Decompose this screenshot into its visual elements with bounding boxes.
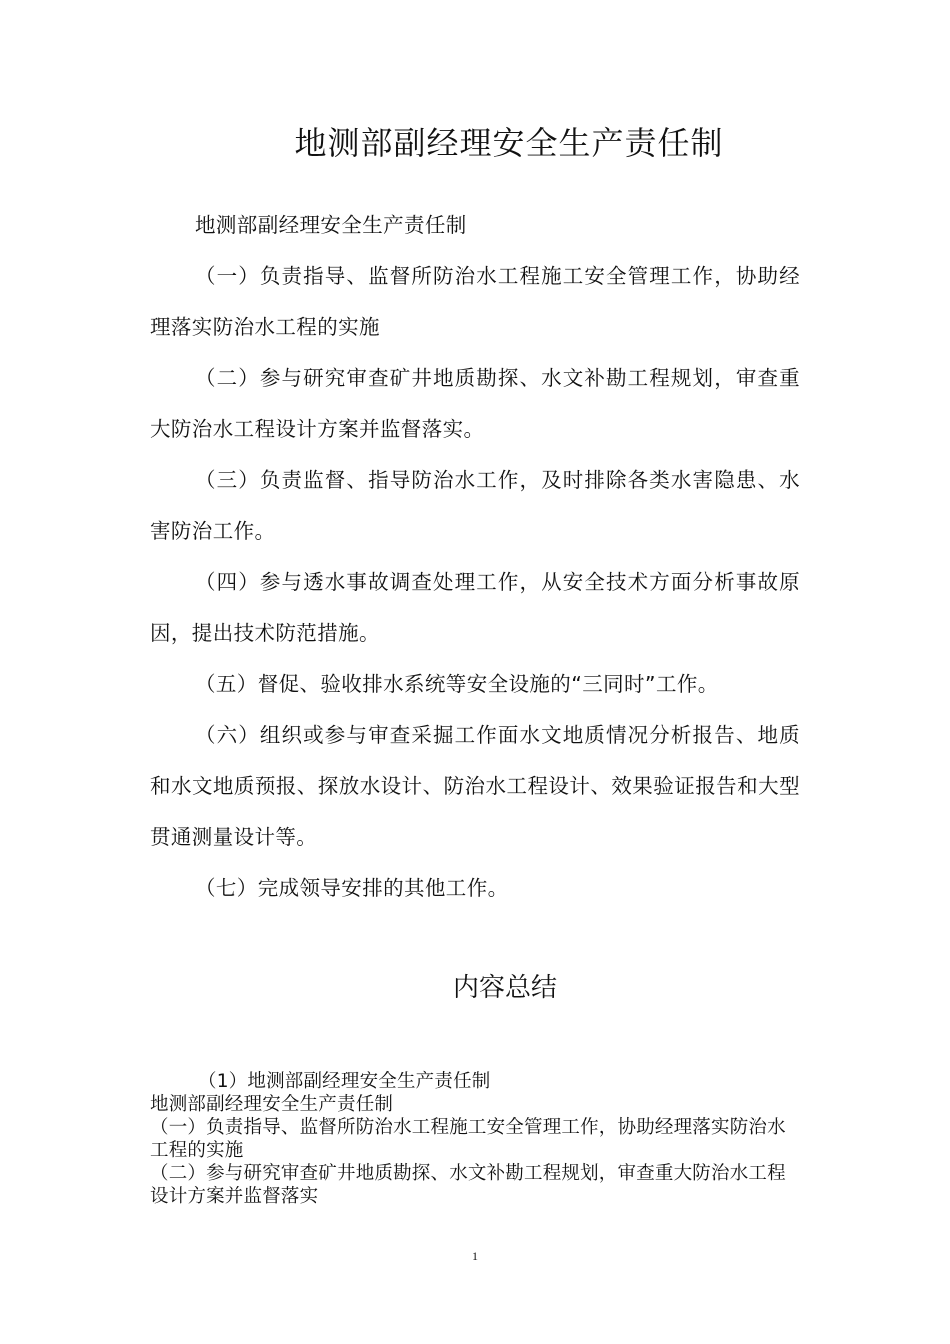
document-body [150,200,800,914]
paragraph: （五）督促、验收排水系统等安全设施的“三同时”工作。 [195,672,719,696]
paragraph: （六）组织或参与审查采掘工作面水文地质情况分析报告、地质和水文地质预报、探放水设计、防治水工程设计、效果验证报告和大型贯通测量设计等。 [150,723,800,849]
document-title: 地测部副经理安全生产责任制 [294,124,724,162]
summary-line: （1）地测部副经理安全生产责任制 [198,1071,491,1092]
summary-section [150,1070,800,1208]
summary-line: （二）参与研究审查矿井地质勘探、水文补勘工程规划，审查重大防治水工程设计方案并监督落实 [150,1163,786,1207]
paragraph: （四）参与透水事故调查处理工作，从安全技术方面分析事故原因，提出技术防范措施。 [150,570,800,645]
paragraph: （七）完成领导安排的其他工作。 [195,876,509,900]
paragraph: （二）参与研究审查矿井地质勘探、水文补勘工程规划，审查重大防治水工程设计方案并监督落实。 [150,366,800,441]
paragraph: （一）负责指导、监督所防治水工程施工安全管理工作，协助经理落实防治水工程的实施 [150,264,800,339]
summary-line: （一）负责指导、监督所防治水工程施工安全管理工作，协助经理落实防治水工程的实施 [150,1117,786,1161]
summary-line: 地测部副经理安全生产责任制 [150,1094,394,1115]
page-number: 1 [472,1249,478,1263]
paragraph: 地测部副经理安全生产责任制 [195,213,467,237]
paragraph: （三）负责监督、指导防治水工作，及时排除各类水害隐患、水害防治工作。 [150,468,800,543]
summary-title: 内容总结 [452,973,557,1003]
